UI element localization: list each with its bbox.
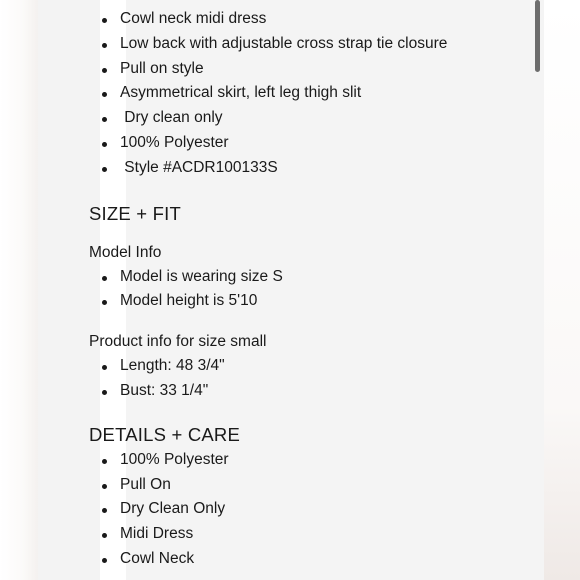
details-care-heading: DETAILS + CARE bbox=[89, 423, 241, 445]
list-item: Pull On bbox=[89, 473, 529, 498]
model-info-title: Model Info bbox=[89, 243, 162, 261]
list-item: Model is wearing size S bbox=[89, 265, 529, 290]
list-item: Cowl Neck bbox=[89, 547, 529, 572]
list-item: Asymmetrical skirt, left leg thigh slit bbox=[89, 81, 529, 106]
list-item: Length: 48 3/4" bbox=[89, 354, 529, 379]
list-item: Cowl neck midi dress bbox=[89, 7, 529, 32]
size-fit-heading: SIZE + FIT bbox=[89, 202, 181, 224]
list-item: Dry clean only bbox=[89, 106, 529, 131]
list-item: 100% Polyester bbox=[89, 131, 529, 156]
list-item: Midi Dress bbox=[89, 522, 529, 547]
list-item: Model height is 5'10 bbox=[89, 289, 529, 314]
scrollbar-thumb[interactable] bbox=[535, 0, 540, 72]
list-item: Bust: 33 1/4" bbox=[89, 379, 529, 404]
model-info-list bbox=[89, 265, 529, 315]
list-item: Style #ACDR100133S bbox=[89, 156, 529, 181]
product-description bbox=[89, 7, 529, 572]
list-item: 100% Polyester bbox=[89, 448, 529, 473]
background-right bbox=[544, 0, 580, 580]
product-info-title: Product info for size small bbox=[89, 333, 267, 351]
list-item: Low back with adjustable cross strap tie closure bbox=[89, 32, 529, 57]
list-item: Pull on style bbox=[89, 57, 529, 82]
product-info-list bbox=[89, 354, 529, 404]
list-item: Dry Clean Only bbox=[89, 497, 529, 522]
feature-list bbox=[89, 7, 529, 181]
details-care-list bbox=[89, 448, 529, 572]
background-left bbox=[0, 0, 38, 580]
